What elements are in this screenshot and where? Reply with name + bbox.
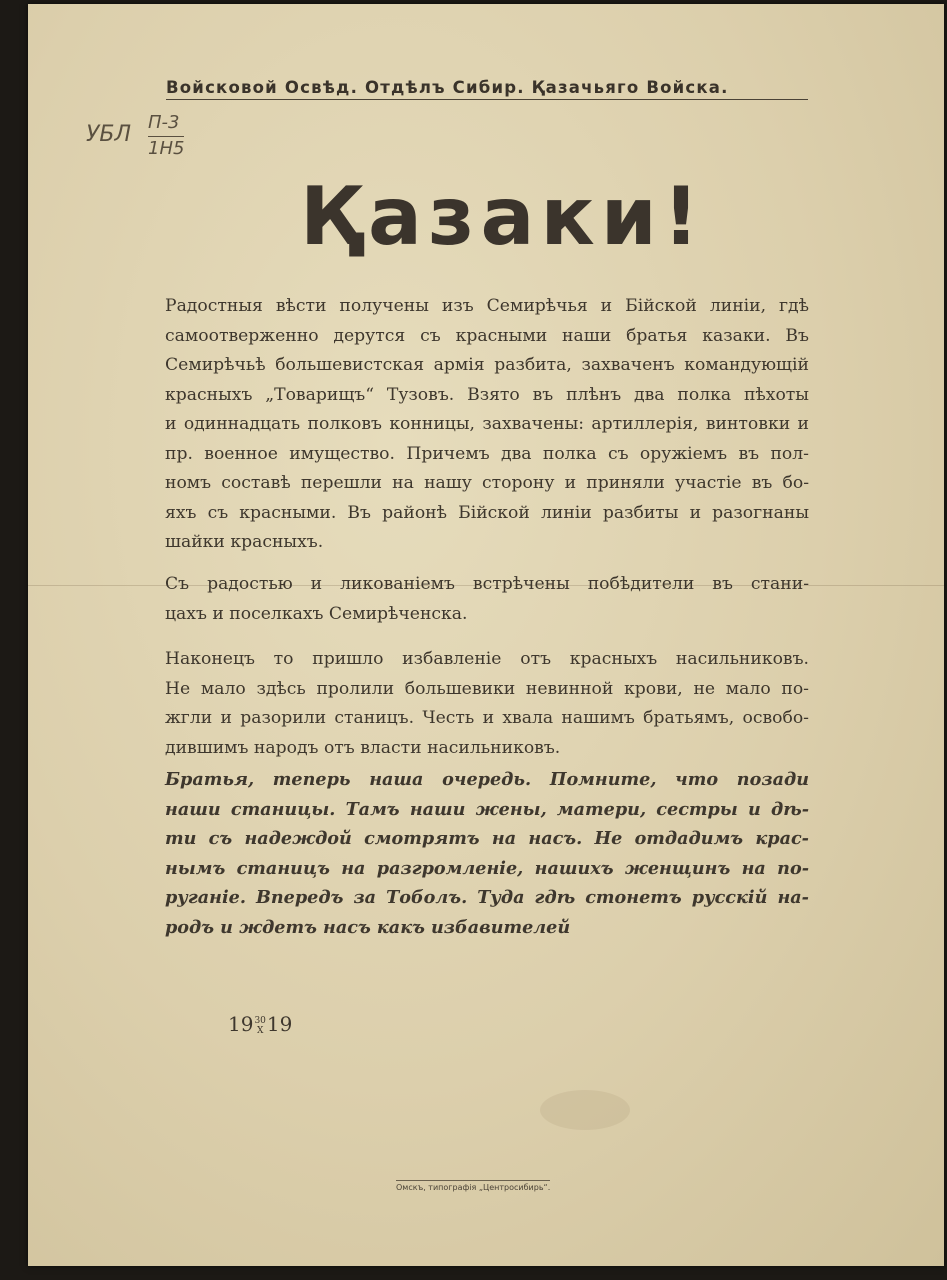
text-line: номъ составѣ перешли на нашу сторону и приняли участіе въ бо- xyxy=(165,473,809,493)
paragraph-news xyxy=(165,292,809,558)
text-line: дившимъ народъ отъ власти насильниковъ. xyxy=(165,737,561,758)
text-line: нымъ станицъ на разгромленіе, нашихъ женщинъ на по- xyxy=(165,857,809,879)
text-line: ти съ надеждой смотрятъ на насъ. Не отдадимъ крас- xyxy=(165,828,809,849)
text-line: самоотверженно дерутся съ красными наши братья казаки. Въ xyxy=(165,325,809,346)
text-line: цахъ и поселкахъ Семирѣченска. xyxy=(165,603,468,624)
text-line: и одиннадцать полковъ конницы, захвачены: артиллерія, винтовки и xyxy=(165,414,809,434)
paragraph-appeal xyxy=(165,765,809,942)
text-line: руганіе. Впередъ за Тоболъ. Туда гдѣ стонетъ русскій на- xyxy=(165,887,809,908)
date-year-suffix: 19 xyxy=(266,1012,293,1036)
text-line: Радостныя вѣсти получены изъ Семирѣчья и Бійской линіи, гдѣ xyxy=(165,296,809,316)
text-line: Наконецъ то пришло избавленіе отъ красныхъ насильниковъ. xyxy=(165,649,809,669)
shelfmark-numerator: П-3 xyxy=(148,112,180,133)
text-line: пр. военное имущество. Причемъ два полка съ оружіемъ въ пол- xyxy=(165,443,809,464)
date-day: 30 xyxy=(254,1015,266,1026)
poster-title: Қазаки! xyxy=(300,170,706,263)
text-line: Не мало здѣсь пролили большевики невинной крови, не мало по- xyxy=(165,678,809,699)
shelfmark-code: УБЛ xyxy=(86,122,132,147)
printer-imprint: Омскъ, типографія „Центросибирь“. xyxy=(396,1180,550,1192)
text-line: яхъ съ красными. Въ районѣ Бійской линіи разбиты и разогнаны xyxy=(165,502,809,523)
text-line: красныхъ „Товарищъ“ Тузовъ. Взято въ плѣнъ два полка пѣхоты xyxy=(165,384,809,405)
date-month: X xyxy=(256,1025,264,1036)
date-year-prefix: 19 xyxy=(228,1012,254,1036)
paragraph-liberation xyxy=(165,645,809,763)
paper-stain xyxy=(540,1090,630,1130)
shelfmark-denominator: 1Н5 xyxy=(148,138,185,159)
date-fraction xyxy=(254,1016,265,1036)
text-line: шайки красныхъ. xyxy=(165,532,324,552)
text-line: Братья, теперь наша очередь. Помните, что позади xyxy=(165,769,809,790)
paragraph-celebration xyxy=(165,570,809,629)
text-line: родъ и ждетъ насъ какъ избавителей xyxy=(165,916,571,938)
text-line: Съ радостью и ликованіемъ встрѣчены побѣдители въ стани- xyxy=(165,574,809,594)
text-line: Семирѣчьѣ большевистская армія разбита, захваченъ командующій xyxy=(165,355,809,375)
issue-date xyxy=(228,1012,292,1036)
text-line: жгли и разорили станицъ. Честь и хвала нашимъ братьямъ, освобо- xyxy=(165,708,809,728)
issuer-header: Войсковой Освѣд. Отдѣлъ Сибир. Қазачьяго Войска. xyxy=(166,78,808,100)
text-line: наши станицы. Тамъ наши жены, матери, сестры и дѣ- xyxy=(165,798,809,820)
